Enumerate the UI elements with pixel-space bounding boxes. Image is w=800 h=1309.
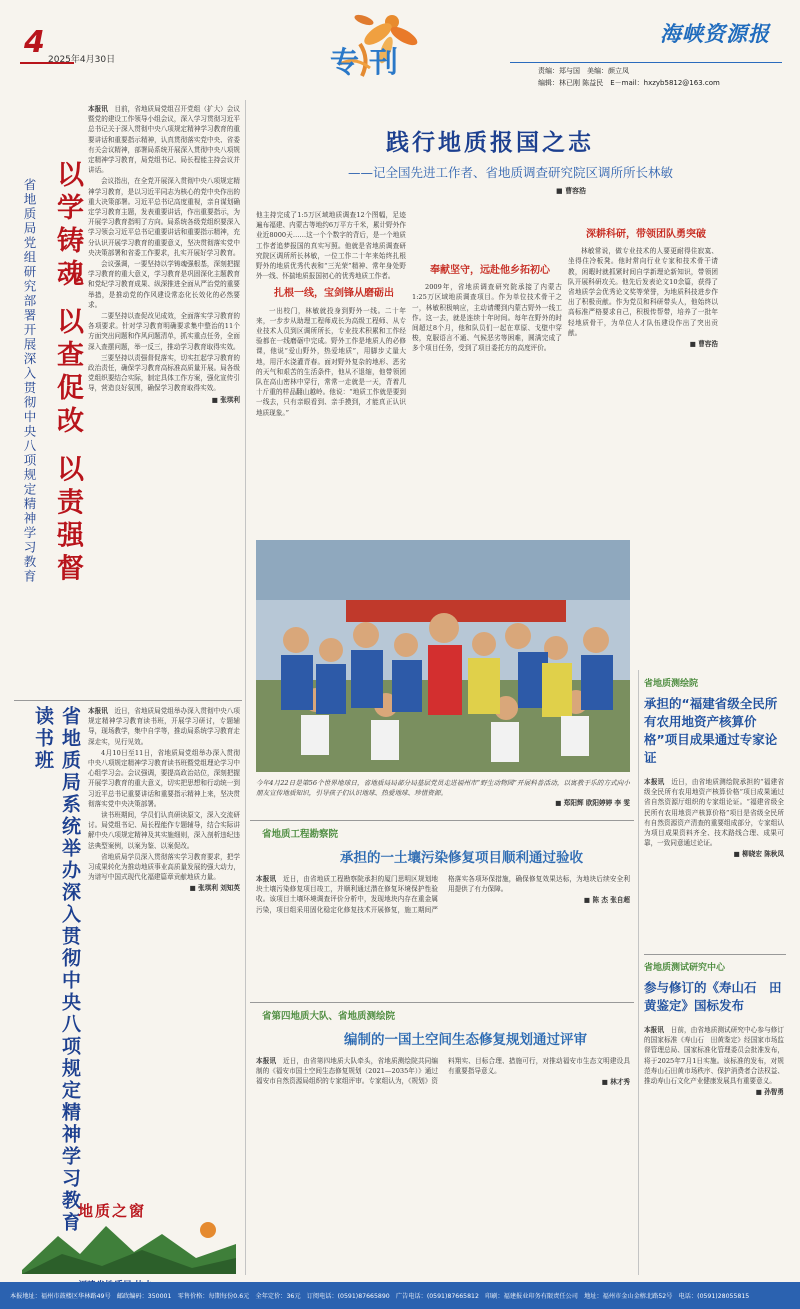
main-byline: ■ 曹容浩	[556, 186, 587, 195]
bottom-article-2-text: 近日，由省第四地质大队牵头，省地质测绘院共同编制的《福安市国土空间生态修复规划（2021—2035年）》通过福安市自然资源局组织的专家组评审。专家组认为，《规划》资料翔实、目标合理、措施可行，对推动福安市生态文明建设具有重要指导意义。	[256, 1057, 630, 1086]
right-article-2-lead: 本报讯	[644, 1026, 665, 1034]
right-column-separator	[638, 670, 639, 1275]
section-title: 专刊	[330, 45, 409, 79]
main-bottom-divider	[250, 820, 634, 821]
main-col-2	[412, 210, 562, 355]
article-1-paragraph: 目前，省地质局党组召开党组（扩大）会议暨党的建设工作领导小组会议，深入学习贯彻习近平总书记关于深入贯彻中央八项规定精神学习教育的重要讲话和重要指示精神，认真贯彻落实党中央、省委有关会议精神，部署局系统开展深入贯彻中央八项规定精神学习教育，局党组书记、局长程能主持会议并讲话。	[88, 105, 240, 175]
main-section-heading: 扎根一线，宝剑锋从磨砺出	[274, 288, 394, 300]
article-2-body	[88, 706, 240, 894]
left-divider	[14, 700, 242, 701]
main-section-text: 一出校门，林敏就投身到野外一线。二十年来，一步步从助理工程师成长为高级工程师、从专业技术人员到区调所所长，专业技术积累和工作经验都在一线磨砺中完成。野外工作是地质人的必修课，他说“爱山野外，热爱地质”，用脚步丈量大地，用汗水浇灌青春。面对野外复杂的地形、恶劣的天气和艰苦的生活条件，他从不退缩，他带领团队在高山密林中穿行，常常一走就是一天，背着几十斤重的样品翻山越岭。他说：“地质工作就是要到一线去，只有亲眼看到、亲手摸到，才能真正认识地质现象。”	[256, 306, 406, 417]
bottom-article-2	[256, 1008, 630, 1088]
main-col-3	[568, 210, 718, 349]
right-article-1-headline: 承担的“福建省级全民所有农用地资产核算价格”项目成果通过专家论证	[644, 696, 778, 765]
main-col-1	[256, 210, 406, 419]
main-section-text: 2009年，省地质调查研究院承接了内蒙古1:25万区域地质调查项目。作为单位技术骨干之一，林敏积极响应，主动请缨到内蒙古野外一线工作。这一去，就是连续十年时间。每年在野外的时间超过8个月，他和队员们一起在草原、戈壁中穿梭，克服语言不通、气候恶劣等困难，圆满完成了多个项目任务，受到了项目委托方的高度评价。	[412, 283, 562, 353]
left-column-separator	[245, 100, 246, 1275]
photo-credit: ■ 郑阳辉 欧阳婷婷 李 雯	[555, 799, 630, 808]
paper-name-logo: 海峡资源报	[660, 22, 770, 46]
right-article-1-kicker: 省地质测绘院	[644, 679, 699, 689]
main-title: 践行地质报国之志	[386, 130, 594, 156]
article-2-paragraph: 4月10日至11日，省地质局党组举办深入贯彻中央八项规定精神学习教育读书班暨党组理论学习中心组学习会。会议强调，要提高政治站位，深刻把握开展学习教育的重大意义，切实把思想和行动统一到习近平总书记重要讲话和重要指示精神上来，坚决贯彻落实党中央决策部署。	[88, 748, 240, 808]
right-article-2-kicker: 省地质测试研究中心	[644, 963, 726, 973]
right-article-1-text: 近日，由省地质测绘院承担的“福建省级全民所有农用地资产核算价格”项目成果通过省自然资源厅组织的专家组论证。“福建省级全民所有农用地资产核算价格”项目是省级全民所有自然资源资产清查的重要组成部分，专家组认为项目成果资料齐全、技术路线合理、成果可靠，一致同意通过论证。	[644, 778, 785, 848]
article-2-paragraph: 读书班期间，学员们认真研读原文，深入交流研讨。局党组书记、局长程能作专题辅导，结合实际讲解中央八项规定精神及其实施细则，深入剖析违纪违法典型案例，以案为鉴、以案促改。	[88, 811, 240, 850]
article-1-author: ■ 张琪利	[211, 395, 240, 404]
header-rule	[510, 62, 782, 63]
article-2-paragraph: 省地质局学员深入贯彻落实学习教育要求，把学习成果转化为推动地质事业高质量发展的强大动力，为谱写中国式现代化福建篇章贡献地质力量。	[88, 852, 240, 882]
bottom-article-2-lead: 本报讯	[256, 1057, 277, 1065]
main-section-text: 林敏常说，做专业技术的人要更耐得住寂寞、坐得住冷板凳。他时常向行业专家和技术骨干请教，闲暇时就抓紧时间自学新理论新知识，带领团队开展科研攻关。他先后发表论文10余篇，获得了省地质学会优秀论文奖等荣誉，为地质科技进步作出了积极贡献。作为党员和科研带头人，他始终以高标准严格要求自己，积极传帮带，培养了一批年轻地质骨干，为单位人才队伍建设作出了突出贡献。	[568, 247, 718, 337]
main-subtitle: ——记全国先进工作者、省地质调查研究院区调所所长林敏	[348, 165, 674, 180]
main-section-heading: 深耕科研，带领团队勇突破	[586, 229, 706, 240]
photo-caption: 今年4月22日是第56个世界地球日，省地质局局部分局基层党员走进福州市“野生动物园”开展科普活动，以寓教于乐的方式向小朋友宣传地质知识，引导孩子们认识地球、热爱地球、珍惜资源。 ■ 郑阳辉 欧阳婷婷 李 雯	[256, 779, 630, 808]
article-1-paragraph: 三要坚持以责强督促落实，切实扛起学习教育的政治责任，确保学习教育高标准高质量开展。局各级党组织要结合实际，制定具体工作方案，强化宣传引导，营造良好氛围，确保学习教育取得实效。	[88, 353, 240, 393]
article-1-paragraph: 会议指出，在全党开展深入贯彻中央八项规定精神学习教育，是以习近平同志为核心的党中央作出的重大决策部署。习近平总书记高度重视，亲自谋划确定学习教育主题，发表重要讲话，作出重要指示，为开展学习教育指明了方向。局系统各级党组织要深入学习领会习近平总书记重要讲话和重要指示精神，充分认识开展学习教育的重要意义，坚决贯彻落实党中央决策部署和省委工作要求，扎实开展好学习教育。	[88, 177, 240, 257]
bottom-article-2-kicker: 省第四地质大队、省地质测绘院	[262, 1011, 396, 1022]
footer-text: 本报地址：福州市鼓楼区华林路49号 邮政编码：350001 零售价格：每期每份0.6元 全年定价：36元 订阅电话：(0591)87665890 广告电话：(0591)87665812 印刷：福建报业印务有限责任公司 地址：福州市金山金榕北路52号 电话：(0591)28055815	[10, 1293, 750, 1300]
article-1-subheadline: 省地质局党组研究部署开展深入贯彻中央八项规定精神学习教育	[22, 178, 37, 584]
article-2-author: ■ 张琪利 刘知英	[189, 884, 240, 893]
article-1-lead: 本报讯	[88, 105, 108, 113]
bottom-article-2-author: ■ 林才秀	[601, 1078, 630, 1087]
earth-window-title: 地质之窗	[78, 1202, 147, 1220]
right-divider	[644, 954, 786, 955]
article-2-headline: 省地质局系统举办深入贯彻中央八项规定精神学习教育读书班	[32, 706, 81, 1234]
bottom-article-2-headline: 编制的一国土空间生态修复规划通过评审	[344, 1032, 587, 1048]
bottom-article-1-author: ■ 陈 杰 张自超	[583, 896, 630, 905]
masthead	[0, 0, 800, 92]
article-2-lead: 本报讯	[88, 707, 108, 715]
main-section-heading: 奉献坚守，远赴他乡拓初心	[430, 265, 550, 276]
main-author: ■ 曹容浩	[689, 340, 718, 349]
mountain-landscape-icon	[22, 1214, 236, 1274]
issue-date: 2025年4月30日	[48, 55, 116, 65]
bottom-article-1-lead: 本报讯	[256, 875, 277, 883]
bottom-article-1-text: 近日，由省地质工程勘察院承担的厦门思明区规划地块土壤污染修复项目竣工，并顺利通过潜在修复环境保护性验收。该项目土壤环境调查评价分析中，发现地块内存在重金属污染，项目组采用固化稳定化修复技术开展修复，施工期间严格落实各项环保措施，确保修复效果达标，为地块后续安全利用提供了有力保障。	[256, 875, 630, 914]
right-article-2-author: ■ 孙智勇	[755, 1088, 784, 1097]
bottom-divider	[250, 1002, 634, 1003]
volunteer-group-photo	[256, 540, 630, 772]
right-article-1-lead: 本报讯	[644, 778, 665, 786]
earth-window-logo	[22, 1200, 236, 1276]
bottom-article-1	[256, 826, 630, 915]
right-article-2-headline: 参与修订的《寿山石 田黄鉴定》国标发布	[644, 980, 782, 1013]
page-number: 4	[24, 25, 45, 60]
article-1-body	[88, 104, 240, 405]
main-photo	[256, 540, 630, 772]
right-article-2	[644, 960, 784, 1097]
editors-line-2: 编辑：林已刚 陈益民 E－mail：hxzyb5812@163.com	[538, 79, 720, 87]
main-intro: 他主持完成了1:5万区域地质调查12个图幅，足迹遍布福建、内蒙古等地约6万平方千米，累计野外作业近8000天……这一个个数字的背后，是一个地质工作者追梦报国的真实写照。他就是省地质调查研究院区调所所长林敏，一位工作二十年来始终扎根野外的地质优秀代表和“三光荣”精神、常年身处野外一线、怀揣地质报国初心的优秀地质工作者。	[256, 211, 406, 281]
right-article-1	[644, 676, 784, 860]
article-2-paragraph: 近日，省地质局党组举办深入贯彻中央八项规定精神学习教育读书班，开展学习研讨，专题辅导，现场教学，集中自学等，推动局系统学习教育走深走实，见行见效。	[88, 707, 240, 746]
bottom-article-1-headline: 承担的一土壤污染修复项目顺利通过验收	[340, 850, 583, 866]
article-1-paragraph: 二要坚持以查促改见成效，全面落实学习教育的各项要求。针对学习教育明确要求集中整治的11个方面突出问题和作风问题清单，抓实重点任务，全面深入查摆问题，举一反三，推动学习教育取得实效。	[88, 312, 240, 351]
article-1-paragraph: 会议强调，一要坚持以学铸魂强根基，深刻把握学习教育的重大意义，学习教育是巩固深化主题教育和党纪学习教育成果、纵深推进全面从严治党的重要举措，是推动党的作风建设常态化长效化的必然要求。	[88, 260, 240, 309]
footer-bar	[0, 1282, 800, 1309]
right-article-1-author: ■ 柳晓宏 陈秋凤	[733, 850, 784, 859]
article-1-headline: 以学铸魂 以查促改 以责强督	[52, 160, 83, 587]
editors-line-1: 责编：郑与国 美编：颜立凤	[538, 67, 629, 75]
right-article-2-text: 日前，由省地质测试研究中心参与修订的国家标准《寿山石 田黄鉴定》经国家市场监督管理总局、国家标准化管理委员会批准发布，将于2025年7月1日实施。该标准的发布，对规范寿山石田黄市场秩序、保护消费者合法权益、推动寿山石文化产业健康发展具有重要意义。	[644, 1026, 785, 1086]
bottom-article-1-kicker: 省地质工程勘察院	[262, 829, 339, 840]
